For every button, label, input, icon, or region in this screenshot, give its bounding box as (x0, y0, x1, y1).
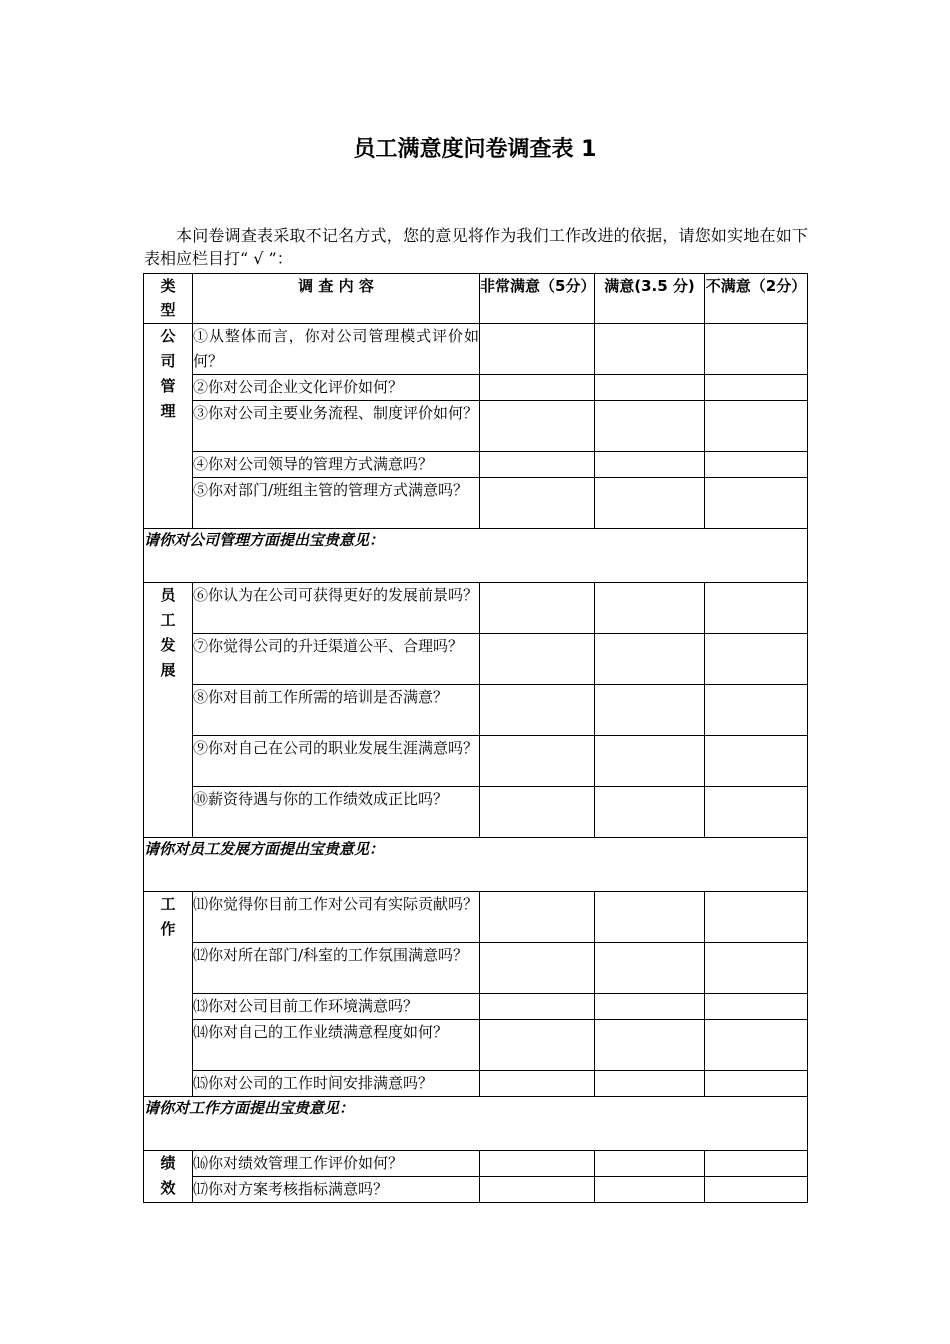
comment-prompt[interactable]: 请你对工作方面提出宝贵意见： (144, 1097, 808, 1151)
very-satisfied-cell[interactable] (480, 1020, 595, 1071)
header-unsatisfied: 不满意（2分） (705, 274, 808, 324)
unsatisfied-cell[interactable] (705, 401, 808, 452)
question-row (144, 583, 808, 634)
satisfied-cell[interactable] (595, 943, 705, 994)
question-row (144, 324, 808, 375)
question-row (144, 1071, 808, 1097)
question-text: ⒂你对公司的工作时间安排满意吗？ (193, 1071, 480, 1097)
question-text: ④你对公司领导的管理方式满意吗？ (193, 452, 480, 478)
category-label (144, 1151, 192, 1201)
question-row (144, 452, 808, 478)
very-satisfied-cell[interactable] (480, 478, 595, 529)
satisfied-cell[interactable] (595, 1151, 705, 1177)
question-row (144, 478, 808, 529)
unsatisfied-cell[interactable] (705, 892, 808, 943)
question-text: ②你对公司企业文化评价如何？ (193, 375, 480, 401)
unsatisfied-cell[interactable] (705, 994, 808, 1020)
category-char: 司 (160, 352, 176, 370)
unsatisfied-cell[interactable] (705, 736, 808, 787)
comment-row (144, 1097, 808, 1151)
question-row (144, 736, 808, 787)
very-satisfied-cell[interactable] (480, 324, 595, 375)
question-text: ①从整体而言，你对公司管理模式评价如何？ (193, 324, 480, 375)
very-satisfied-cell[interactable] (480, 943, 595, 994)
category-char: 发 (160, 636, 176, 654)
satisfied-cell[interactable] (595, 401, 705, 452)
header-type-label (144, 274, 192, 322)
page-title: 员工满意度问卷调查表 1 (353, 137, 597, 162)
very-satisfied-cell[interactable] (480, 994, 595, 1020)
satisfied-cell[interactable] (595, 685, 705, 736)
category-char: 效 (160, 1179, 176, 1197)
very-satisfied-cell[interactable] (480, 401, 595, 452)
category-char: 工 (160, 611, 176, 629)
unsatisfied-cell[interactable] (705, 1151, 808, 1177)
satisfied-cell[interactable] (595, 892, 705, 943)
category-cell (144, 583, 193, 838)
unsatisfied-cell[interactable] (705, 583, 808, 634)
question-row (144, 1177, 808, 1203)
question-text: ⑧你对目前工作所需的培训是否满意？ (193, 685, 480, 736)
unsatisfied-cell[interactable] (705, 634, 808, 685)
unsatisfied-cell[interactable] (705, 375, 808, 401)
header-type-char: 类 (160, 277, 176, 295)
question-row (144, 401, 808, 452)
category-char: 展 (160, 661, 176, 679)
unsatisfied-cell[interactable] (705, 1177, 808, 1203)
question-row (144, 1151, 808, 1177)
question-text: ⒁你对自己的工作业绩满意程度如何？ (193, 1020, 480, 1071)
category-label (144, 583, 192, 683)
question-text: ⒄你对方案考核指标满意吗？ (193, 1177, 480, 1203)
category-char: 员 (160, 586, 176, 604)
satisfied-cell[interactable] (595, 583, 705, 634)
very-satisfied-cell[interactable] (480, 375, 595, 401)
question-text: ⑩薪资待遇与你的工作绩效成正比吗？ (193, 787, 480, 838)
satisfied-cell[interactable] (595, 994, 705, 1020)
satisfied-cell[interactable] (595, 634, 705, 685)
unsatisfied-cell[interactable] (705, 452, 808, 478)
question-text: ⑤你对部门/班组主管的管理方式满意吗？ (193, 478, 480, 529)
unsatisfied-cell[interactable] (705, 1071, 808, 1097)
satisfied-cell[interactable] (595, 452, 705, 478)
question-text: ⑦你觉得公司的升迁渠道公平、合理吗？ (193, 634, 480, 685)
satisfied-cell[interactable] (595, 478, 705, 529)
very-satisfied-cell[interactable] (480, 892, 595, 943)
category-label (144, 324, 192, 424)
header-satisfied: 满意(3.5 分) (595, 274, 705, 324)
category-char: 绩 (160, 1154, 176, 1172)
question-row (144, 375, 808, 401)
unsatisfied-cell[interactable] (705, 943, 808, 994)
very-satisfied-cell[interactable] (480, 1177, 595, 1203)
header-content: 调 查 内 容 (193, 274, 480, 324)
satisfied-cell[interactable] (595, 1177, 705, 1203)
unsatisfied-cell[interactable] (705, 478, 808, 529)
comment-prompt[interactable]: 请你对公司管理方面提出宝贵意见： (144, 529, 808, 583)
category-cell (144, 1151, 193, 1203)
satisfied-cell[interactable] (595, 787, 705, 838)
category-cell (144, 324, 193, 529)
category-cell (144, 892, 193, 1097)
very-satisfied-cell[interactable] (480, 685, 595, 736)
unsatisfied-cell[interactable] (705, 787, 808, 838)
question-row (144, 994, 808, 1020)
question-text: ⒀你对公司目前工作环境满意吗？ (193, 994, 480, 1020)
category-char: 作 (160, 920, 176, 938)
question-text: ⑾你觉得你目前工作对公司有实际贡献吗？ (193, 892, 480, 943)
question-row (144, 892, 808, 943)
question-text: ⑨你对自己在公司的职业发展生涯满意吗？ (193, 736, 480, 787)
question-row (144, 1020, 808, 1071)
header-type (144, 274, 193, 324)
unsatisfied-cell[interactable] (705, 324, 808, 375)
category-char: 公 (160, 327, 176, 345)
intro-paragraph: 本问卷调查表采取不记名方式，您的意见将作为我们工作改进的依据，请您如实地在如下表相应栏目打“ √ ”： (144, 226, 808, 268)
very-satisfied-cell[interactable] (480, 1151, 595, 1177)
very-satisfied-cell[interactable] (480, 736, 595, 787)
unsatisfied-cell[interactable] (705, 1020, 808, 1071)
very-satisfied-cell[interactable] (480, 634, 595, 685)
category-char: 工 (160, 895, 176, 913)
survey-table (143, 273, 808, 1203)
question-text: ⒃你对绩效管理工作评价如何？ (193, 1151, 480, 1177)
category-label (144, 892, 192, 942)
satisfied-cell[interactable] (595, 1071, 705, 1097)
very-satisfied-cell[interactable] (480, 583, 595, 634)
question-row (144, 943, 808, 994)
comment-row (144, 838, 808, 892)
question-row (144, 685, 808, 736)
unsatisfied-cell[interactable] (705, 685, 808, 736)
question-row (144, 787, 808, 838)
satisfied-cell[interactable] (595, 324, 705, 375)
header-type-char: 型 (160, 301, 176, 319)
category-char: 理 (160, 402, 176, 420)
satisfied-cell[interactable] (595, 1020, 705, 1071)
satisfied-cell[interactable] (595, 375, 705, 401)
question-row (144, 634, 808, 685)
comment-prompt[interactable]: 请你对员工发展方面提出宝贵意见： (144, 838, 808, 892)
satisfied-cell[interactable] (595, 736, 705, 787)
very-satisfied-cell[interactable] (480, 1071, 595, 1097)
question-text: ③你对公司主要业务流程、制度评价如何？ (193, 401, 480, 452)
question-text: ⑿你对所在部门/科室的工作氛围满意吗？ (193, 943, 480, 994)
very-satisfied-cell[interactable] (480, 452, 595, 478)
comment-row (144, 529, 808, 583)
question-text: ⑥你认为在公司可获得更好的发展前景吗？ (193, 583, 480, 634)
category-char: 管 (160, 377, 176, 395)
header-row (144, 274, 808, 324)
very-satisfied-cell[interactable] (480, 787, 595, 838)
header-very-satisfied: 非常满意（5分） (480, 274, 595, 324)
